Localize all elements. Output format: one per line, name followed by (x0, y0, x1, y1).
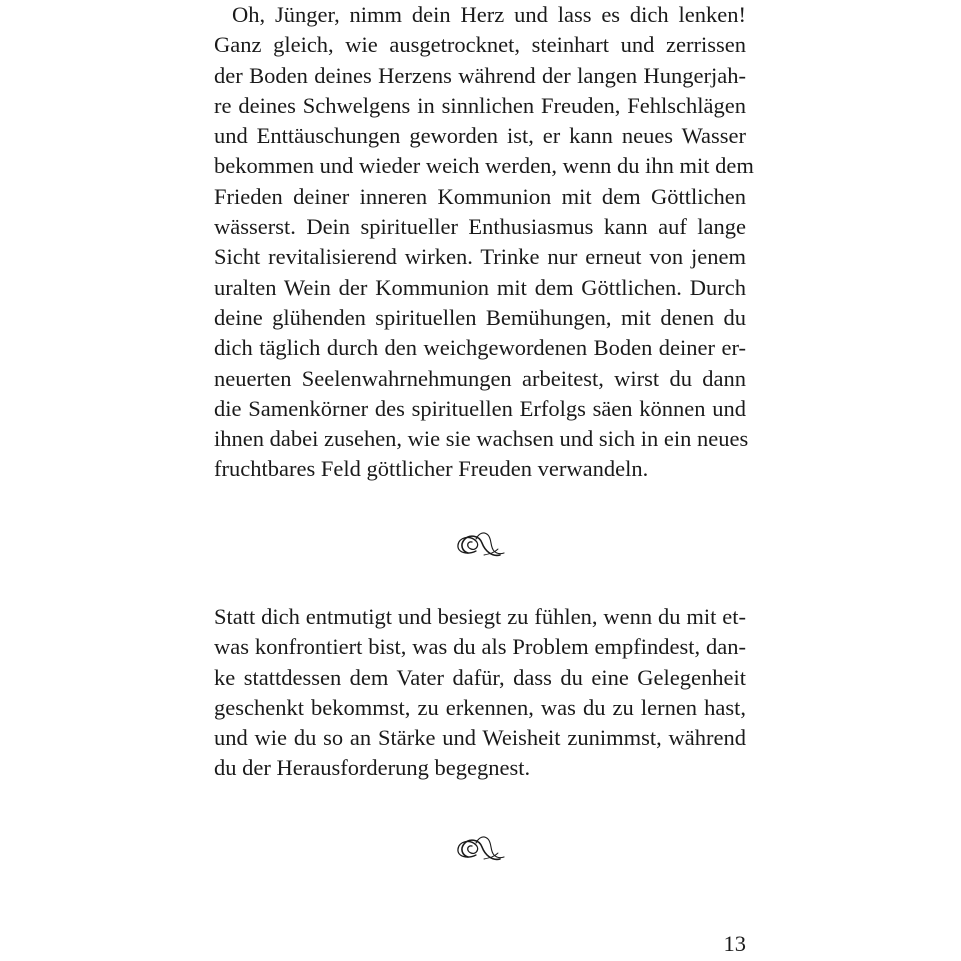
text-line: und Enttäuschungen geworden ist, er kann neues Wasser (214, 123, 746, 149)
text-line: uralten Wein der Kommunion mit dem Göttlichen. Durch (214, 274, 746, 300)
text-line: bekommen und wieder weich werden, wenn du ihn mit dem (214, 153, 754, 179)
text-line: was konfrontiert bist, was du als Problem empfindest, dan- (214, 634, 746, 660)
text-line: geschenkt bekommst, zu erkennen, was du zu lernen hast, (214, 694, 746, 720)
text-line: Oh, Jünger, nimm dein Herz und lass es dich lenken! (232, 2, 746, 27)
text-line: und wie du so an Stärke und Weisheit zunimmst, während (214, 725, 746, 751)
text-line: deine glühenden spirituellen Bemühungen, mit denen du (214, 304, 746, 330)
text-line: re deines Schwelgens in sinnlichen Freuden, Fehlschlägen (214, 92, 746, 118)
text-line: fruchtbares Feld göttlicher Freuden verwandeln. (214, 456, 649, 482)
paragraph-2 (214, 602, 746, 784)
text-line: Frieden deiner inneren Kommunion mit dem Göttlichen (214, 183, 746, 209)
text-line: wässerst. Dein spiritueller Enthusiasmus kann auf lange (214, 214, 746, 240)
text-line: du der Herausforderung begegnest. (214, 755, 531, 781)
text-line: ke stattdessen dem Vater dafür, dass du eine Gelegenheit (214, 664, 746, 690)
text-line: dich täglich durch den weichgewordenen Boden deiner er- (214, 335, 746, 361)
text-line: Statt dich entmutigt und besiegt zu fühlen, wenn du mit et- (214, 604, 746, 629)
text-line: Ganz gleich, wie ausgetrocknet, steinhart und zerrissen (214, 32, 746, 58)
text-line: neuerten Seelenwahrnehmungen arbeitest, wirst du dann (214, 365, 746, 391)
flourish-ornament-icon (454, 527, 506, 559)
text-line: Sicht revitalisierend wirken. Trinke nur erneut von jenem (214, 244, 746, 270)
text-line: der Boden deines Herzens während der langen Hungerjah- (214, 62, 746, 88)
flourish-ornament-icon (454, 831, 506, 863)
text-line: ihnen dabei zusehen, wie sie wachsen und sich in ein neues (214, 426, 749, 452)
book-page (214, 0, 754, 961)
page-number: 13 (723, 931, 746, 956)
paragraph-1 (214, 0, 754, 485)
text-line: die Samenkörner des spirituellen Erfolgs säen können und (214, 395, 746, 421)
